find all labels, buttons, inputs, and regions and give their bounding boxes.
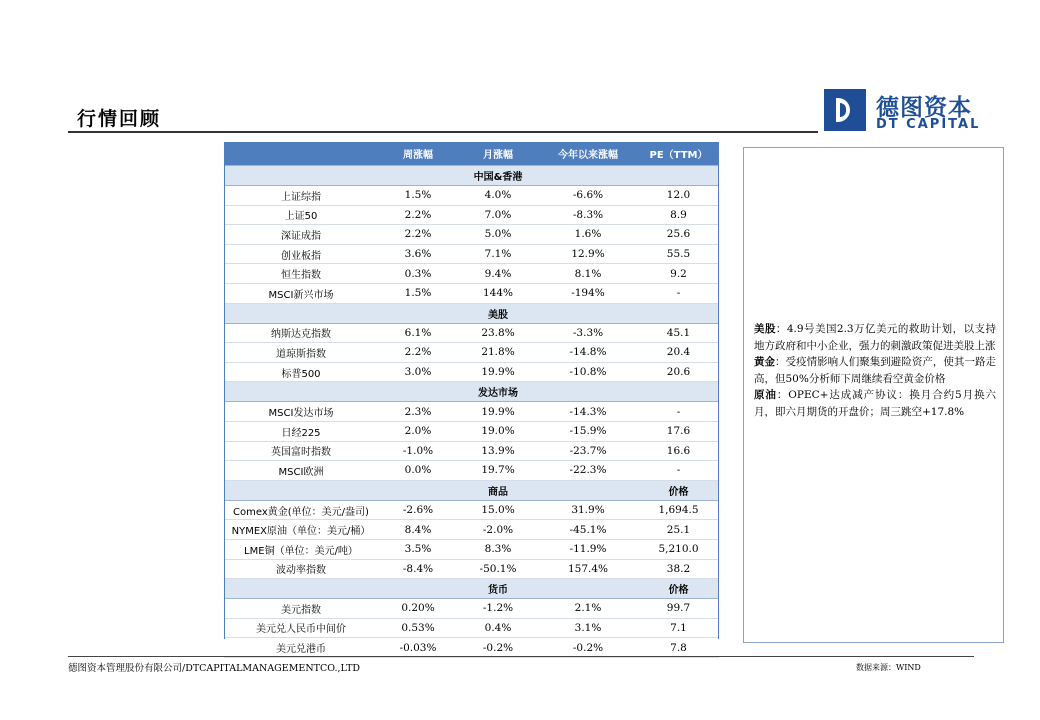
section-header-row: [224, 166, 719, 186]
section-cell: [538, 166, 638, 186]
value-cell: -14.8%: [538, 343, 638, 363]
table-row: [224, 520, 719, 540]
value-cell: -8.4%: [378, 559, 458, 579]
value-cell: 12.9%: [538, 244, 638, 264]
section-title: 美股: [458, 303, 538, 323]
footer-company: 德图资本管理股份有限公司/DTCAPITALMANAGEMENTCO.,LTD: [68, 663, 361, 674]
value-cell: 55.5: [638, 244, 719, 264]
table-row: [224, 205, 719, 225]
value-cell: 144%: [458, 283, 538, 303]
value-cell: 16.6: [638, 441, 719, 461]
table-row: [224, 362, 719, 382]
value-cell: 3.6%: [378, 244, 458, 264]
column-header: PE（TTM）: [638, 142, 719, 166]
table-row: [224, 283, 719, 303]
value-cell: 7.0%: [458, 205, 538, 225]
value-cell: 7.1: [638, 618, 719, 638]
index-name-cell: 道琼斯指数: [224, 343, 378, 363]
section-cell: [638, 303, 719, 323]
footer-source: 数据来源：WIND: [856, 663, 921, 672]
value-cell: 7.1%: [458, 244, 538, 264]
value-cell: 3.1%: [538, 618, 638, 638]
commentary-box: [743, 147, 1004, 643]
value-cell: 1.6%: [538, 225, 638, 245]
value-cell: 1.5%: [378, 283, 458, 303]
logo-d-icon: [824, 89, 866, 131]
value-cell: -: [638, 283, 719, 303]
value-cell: 3.0%: [378, 362, 458, 382]
index-name-cell: LME铜（单位：美元/吨）: [224, 539, 378, 559]
value-cell: -2.6%: [378, 500, 458, 520]
section-title: 商品: [458, 480, 538, 500]
section-cell: [638, 382, 719, 402]
section-cell: [538, 303, 638, 323]
value-cell: 2.0%: [378, 421, 458, 441]
column-header: 周涨幅: [378, 142, 458, 166]
table-row: [224, 402, 719, 422]
column-header: 今年以来涨幅: [538, 142, 638, 166]
section-title: 发达市场: [458, 382, 538, 402]
value-cell: 25.6: [638, 225, 719, 245]
value-cell: -: [638, 461, 719, 481]
value-cell: 2.2%: [378, 343, 458, 363]
value-cell: 0.0%: [378, 461, 458, 481]
value-cell: 17.6: [638, 421, 719, 441]
market-review-table: [224, 142, 719, 658]
value-cell: 8.1%: [538, 264, 638, 284]
footer-divider: [68, 656, 974, 657]
value-cell: 19.0%: [458, 421, 538, 441]
index-name-cell: NYMEX原油（单位：美元/桶）: [224, 520, 378, 540]
value-cell: 2.2%: [378, 205, 458, 225]
section-cell: [378, 166, 458, 186]
value-cell: 21.8%: [458, 343, 538, 363]
section-header-row: [224, 382, 719, 402]
table-row: [224, 225, 719, 245]
index-name-cell: 深证成指: [224, 225, 378, 245]
section-extra-label: 价格: [638, 579, 719, 599]
section-cell: [224, 579, 378, 599]
value-cell: 8.9: [638, 205, 719, 225]
index-name-cell: 英国富时指数: [224, 441, 378, 461]
value-cell: 4.0%: [458, 186, 538, 206]
value-cell: 13.9%: [458, 441, 538, 461]
value-cell: 25.1: [638, 520, 719, 540]
value-cell: -0.2%: [458, 638, 538, 658]
index-name-cell: 创业板指: [224, 244, 378, 264]
title-divider: [68, 131, 818, 133]
value-cell: 2.2%: [378, 225, 458, 245]
value-cell: -8.3%: [538, 205, 638, 225]
table-row: [224, 599, 719, 619]
section-cell: [378, 480, 458, 500]
table-row: [224, 186, 719, 206]
index-name-cell: 纳斯达克指数: [224, 323, 378, 343]
value-cell: 45.1: [638, 323, 719, 343]
section-header-row: [224, 579, 719, 599]
index-name-cell: Comex黄金(单位：美元/盎司): [224, 500, 378, 520]
value-cell: -1.0%: [378, 441, 458, 461]
index-name-cell: MSCI欧洲: [224, 461, 378, 481]
value-cell: 19.9%: [458, 402, 538, 422]
section-title: 中国&香港: [458, 166, 538, 186]
section-header-row: [224, 303, 719, 323]
section-cell: [538, 480, 638, 500]
section-cell: [224, 382, 378, 402]
value-cell: -50.1%: [458, 559, 538, 579]
section-cell: [638, 166, 719, 186]
table-row: [224, 618, 719, 638]
section-cell: [378, 579, 458, 599]
value-cell: 1.5%: [378, 186, 458, 206]
logo-chinese-name: 德图资本: [876, 95, 972, 121]
value-cell: 1,694.5: [638, 500, 719, 520]
value-cell: -23.7%: [538, 441, 638, 461]
commentary-item: 美股：4.9号美国2.3万亿美元的救助计划，以支持地方政府和中小企业，强力的刺激政策促进美股上涨: [754, 323, 997, 352]
value-cell: 157.4%: [538, 559, 638, 579]
value-cell: 15.0%: [458, 500, 538, 520]
index-name-cell: 恒生指数: [224, 264, 378, 284]
table-row: [224, 244, 719, 264]
column-header: 月涨幅: [458, 142, 538, 166]
section-extra-label: 价格: [638, 480, 719, 500]
value-cell: -1.2%: [458, 599, 538, 619]
table-row: [224, 461, 719, 481]
value-cell: 8.4%: [378, 520, 458, 540]
table-header-row: [224, 142, 719, 166]
value-cell: 2.1%: [538, 599, 638, 619]
commentary-text: [754, 321, 996, 420]
commentary-item: 原油：OPEC+达成减产协议：换月合约5月换六月，即六月期货的开盘价；周三跳空+17.8%: [754, 389, 997, 418]
index-name-cell: 美元兑港币: [224, 638, 378, 658]
section-header-row: [224, 480, 719, 500]
value-cell: -22.3%: [538, 461, 638, 481]
value-cell: 9.2: [638, 264, 719, 284]
value-cell: 19.9%: [458, 362, 538, 382]
value-cell: -6.6%: [538, 186, 638, 206]
index-name-cell: MSCI新兴市场: [224, 283, 378, 303]
section-cell: [378, 382, 458, 402]
section-cell: [224, 480, 378, 500]
value-cell: -10.8%: [538, 362, 638, 382]
value-cell: -14.3%: [538, 402, 638, 422]
value-cell: -15.9%: [538, 421, 638, 441]
value-cell: -0.03%: [378, 638, 458, 658]
value-cell: 0.20%: [378, 599, 458, 619]
value-cell: 12.0: [638, 186, 719, 206]
index-name-cell: 标普500: [224, 362, 378, 382]
value-cell: -3.3%: [538, 323, 638, 343]
table-row: [224, 264, 719, 284]
value-cell: 6.1%: [378, 323, 458, 343]
value-cell: -: [638, 402, 719, 422]
index-name-cell: 美元兑人民币中间价: [224, 618, 378, 638]
table-row: [224, 500, 719, 520]
value-cell: -2.0%: [458, 520, 538, 540]
table-row: [224, 441, 719, 461]
section-cell: [538, 579, 638, 599]
table-row: [224, 559, 719, 579]
value-cell: 3.5%: [378, 539, 458, 559]
value-cell: -11.9%: [538, 539, 638, 559]
value-cell: 5.0%: [458, 225, 538, 245]
table-row: [224, 421, 719, 441]
section-cell: [224, 166, 378, 186]
logo-english-name: DT CAPITAL: [876, 117, 981, 132]
index-name-cell: MSCI发达市场: [224, 402, 378, 422]
value-cell: 5,210.0: [638, 539, 719, 559]
value-cell: 0.3%: [378, 264, 458, 284]
index-name-cell: 美元指数: [224, 599, 378, 619]
value-cell: 9.4%: [458, 264, 538, 284]
value-cell: 31.9%: [538, 500, 638, 520]
value-cell: 23.8%: [458, 323, 538, 343]
page-title: 行情回顾: [77, 108, 162, 130]
index-name-cell: 上证综指: [224, 186, 378, 206]
table-row: [224, 343, 719, 363]
index-name-cell: 上证50: [224, 205, 378, 225]
value-cell: 38.2: [638, 559, 719, 579]
value-cell: 8.3%: [458, 539, 538, 559]
value-cell: 7.8: [638, 638, 719, 658]
commentary-item: 黄金：受疫情影响人们聚集到避险资产，使其一路走高，但50%分析师下周继续看空黄金价格: [754, 356, 997, 385]
value-cell: -45.1%: [538, 520, 638, 540]
table-row: [224, 323, 719, 343]
table-row: [224, 539, 719, 559]
company-logo: [824, 89, 984, 134]
section-cell: [378, 303, 458, 323]
value-cell: 20.4: [638, 343, 719, 363]
value-cell: -194%: [538, 283, 638, 303]
value-cell: 2.3%: [378, 402, 458, 422]
table-row: [224, 638, 719, 658]
value-cell: 99.7: [638, 599, 719, 619]
column-header: [224, 142, 378, 166]
section-cell: [538, 382, 638, 402]
index-name-cell: 波动率指数: [224, 559, 378, 579]
value-cell: 0.53%: [378, 618, 458, 638]
section-cell: [224, 303, 378, 323]
value-cell: 20.6: [638, 362, 719, 382]
value-cell: 19.7%: [458, 461, 538, 481]
index-name-cell: 日经225: [224, 421, 378, 441]
value-cell: -0.2%: [538, 638, 638, 658]
value-cell: 0.4%: [458, 618, 538, 638]
section-title: 货币: [458, 579, 538, 599]
